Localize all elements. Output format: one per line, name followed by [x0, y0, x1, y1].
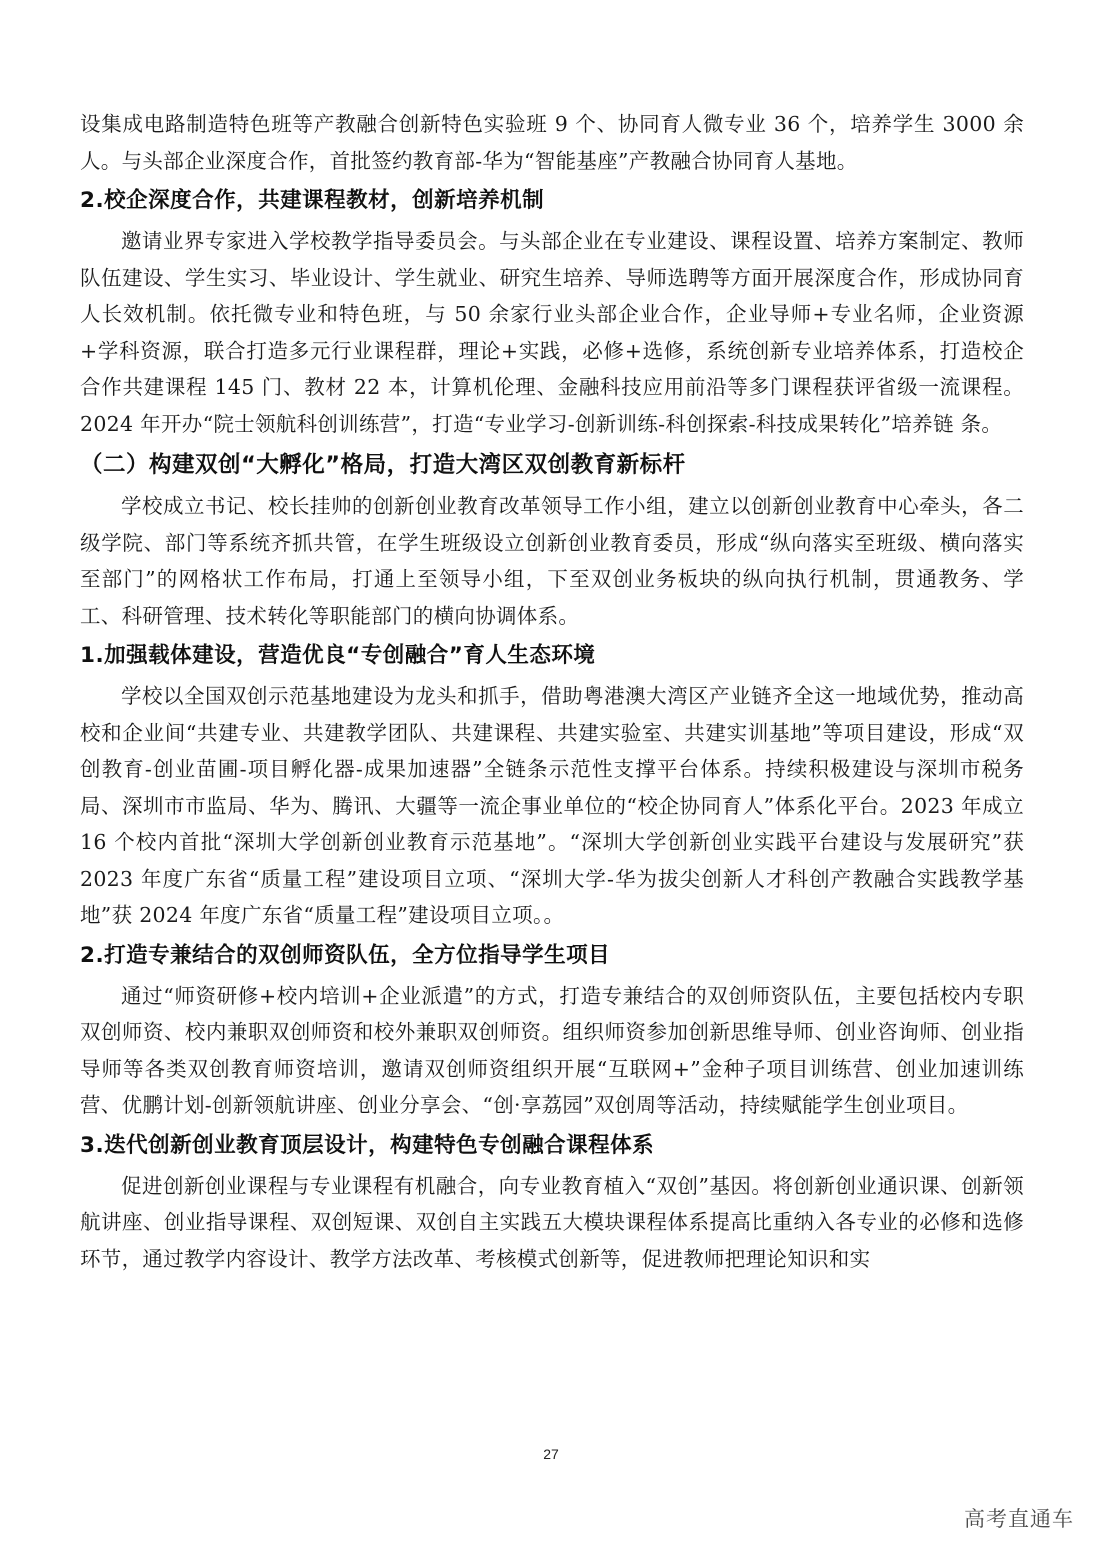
section-heading-2-faculty: 2.打造专兼结合的双创师资队伍，全方位指导学生项目: [80, 942, 611, 968]
watermark-text: 高考直通车: [964, 1507, 1074, 1531]
document-body: [80, 106, 1024, 1277]
section-heading-2-collaboration: 2.校企深度合作，共建课程教材，创新培养机制: [80, 188, 545, 213]
section-heading-3-curriculum: 3.迭代创新创业教育顶层设计，构建特色专创融合课程体系: [80, 1132, 655, 1158]
page-number: 27: [543, 1446, 559, 1462]
paragraph-carrier: 学校以全国双创示范基地建设为龙头和抓手，借助粤港澳大湾区产业链齐全这一地域优势，推动高校和企业间“共建专业、共建教学团队、共建课程、共建实验室、共建实训基地”等项目建设，形成“双创教育-创业苗圃-项目孵化器-成果加速器”全链条示范性支撑平台体系。持续积极建设与深圳市税务局、深圳市市监局、华为、腾讯、大疆等一流企事业单位的“校企协同育人”体系化平台。2023 年成立 16 个校内首批“深圳大学创新创业教育示范基地”。“深圳大学创新创业实践平台建设与发展研究”获 2023 年度广东省“质量工程”建设项目立项、“深圳大学-华为拔尖创新人才科创产教融合实践教学基地”获 2024 年度广东省“质量工程”建设项目立项。。: [80, 684, 1024, 927]
paragraph-curriculum: 促进创新创业课程与专业课程有机融合，向专业教育植入“双创”基因。将创新创业通识课、创新领航讲座、创业指导课程、双创短课、双创自主实践五大模块课程体系提高比重纳入各专业的必修和选修环节，通过教学内容设计、教学方法改革、考核模式创新等，促进教师把理论知识和实: [80, 1173, 1024, 1271]
paragraph-faculty: 通过“师资研修+校内培训+企业派遣”的方式，打造专兼结合的双创师资队伍，主要包括校内专职双创师资、校内兼职双创师资和校外兼职双创师资。组织师资参加创新思维导师、创业咨询师、创业指导师等各类双创教育师资培训，邀请双创师资组织开展“互联网+”金种子项目训练营、创业加速训练营、优鹏计划-创新领航讲座、创业分享会、“创·享荔园”双创周等活动，持续赋能学生创业项目。: [80, 983, 1024, 1117]
paragraph-collaboration: 邀请业界专家进入学校教学指导委员会。与头部企业在专业建设、课程设置、培养方案制定、教师队伍建设、学生实习、毕业设计、学生就业、研究生培养、导师选聘等方面开展深度合作，形成协同育人长效机制。依托微专业和特色班，与 50 余家行业头部企业合作，企业导师+专业名师，企业资源+学科资源，联合打造多元行业课程群，理论+实践，必修+选修，系统创新专业培养体系，打造校企合作共建课程 145 门、教材 22 本，计算机伦理、金融科技应用前沿等多门课程获评省级一流课程。2024 年开办“院士领航科创训练营”，打造“专业学习-创新训练-科创探索-科技成果转化”培养链 条。: [80, 229, 1024, 436]
paragraph-incubation: 学校成立书记、校长挂帅的创新创业教育改革领导工作小组，建立以创新创业教育中心牵头，各二级学院、部门等系统齐抓共管，在学生班级设立创新创业教育委员，形成“纵向落实至班级、横向落实至部门”的网格状工作布局，打通上至领导小组，下至双创业务板块的纵向执行机制，贯通教务、学工、科研管理、技术转化等职能部门的横向协调体系。: [80, 494, 1024, 628]
major-heading-incubation: （二）构建双创“大孵化”格局，打造大湾区双创教育新标杆: [80, 452, 686, 478]
section-heading-1-carrier: 1.加强载体建设，营造优良“专创融合”育人生态环境: [80, 643, 596, 668]
paragraph-intro: 设集成电路制造特色班等产教融合创新特色实验班 9 个、协同育人微专业 36 个，培养学生 3000 余人。与头部企业深度合作，首批签约教育部-华为“智能基座”产教融合协同育人基地。: [80, 112, 1024, 173]
